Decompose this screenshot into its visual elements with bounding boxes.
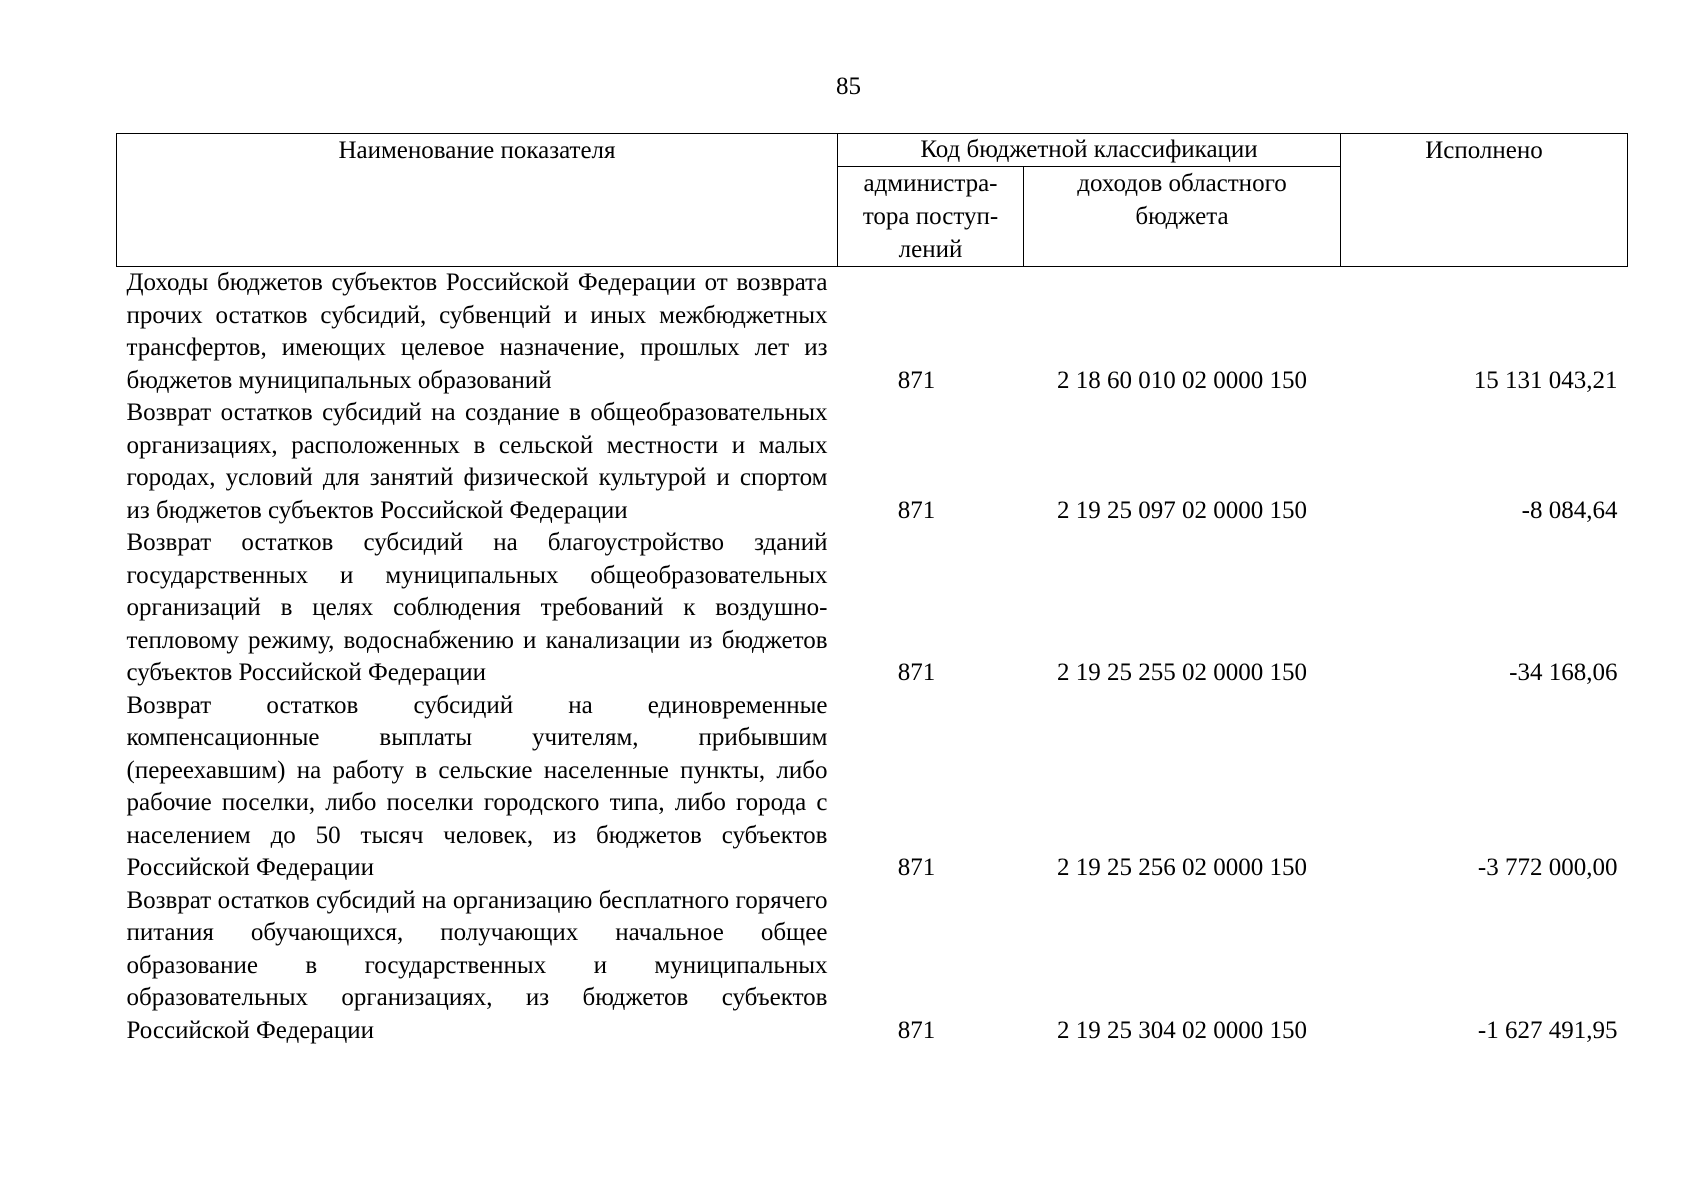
table-row [117,397,1628,527]
row-income-code: 2 19 25 097 02 0000 150 [1057,496,1307,524]
row-income-code: 2 18 60 010 02 0000 150 [1057,366,1307,394]
row-admin-code: 871 [897,496,936,524]
row-name: Возврат остатков субсидий на благоустройство зданий государственных и муниципальных общеобразовательных организаций в целях соблюдения требований к воздушно-тепловому режиму, водоснабжению и канализации из бюджетов субъектов Российской Федерации [126,529,828,686]
row-executed: -34 168,06 [1509,659,1618,686]
row-income-code: 2 19 25 304 02 0000 150 [1057,1016,1307,1044]
row-admin-code: 871 [897,659,936,686]
header-code-group: Код бюджетной классификации [838,134,1341,167]
page-number: 85 [836,73,861,100]
header-name: Наименование показателя [117,134,838,267]
table-row [117,690,1628,885]
row-executed: 15 131 043,21 [1473,366,1618,394]
row-executed: -3 772 000,00 [1477,854,1618,881]
row-name: Доходы бюджетов субъектов Российской Федерации от возврата прочих остатков субсидий, субвенций и иных межбюджетных трансфертов, имеющих целевое назначение, прошлых лет из бюджетов муниципальных образований [126,269,828,394]
table-row [117,885,1628,1048]
row-name: Возврат остатков субсидий на единовременные компенсационные выплаты учителям, прибывшим (переехавшим) на работу в сельские населенные пункты, либо рабочие поселки, либо поселки городского типа, либо города с населением до 50 тысяч человек, из бюджетов субъектов Российской Федерации [126,691,828,881]
header-income-code: доходов областного бюджета [1024,167,1341,267]
row-income-code: 2 19 25 256 02 0000 150 [1057,854,1307,881]
table-header [117,134,1628,267]
table-row [117,527,1628,690]
row-executed: -8 084,64 [1521,496,1618,524]
header-executed: Исполнено [1341,134,1628,267]
row-admin-code: 871 [897,854,936,881]
row-admin-code: 871 [897,1016,936,1044]
row-admin-code: 871 [897,366,936,394]
row-name: Возврат остатков субсидий на организацию бесплатного горячего питания обучающихся, получающих начальное общее образование в государственных и муниципальных образовательных организациях, из бюджетов субъектов Российской Федерации [126,886,828,1044]
header-admin: администра-тора поступ-лений [838,167,1024,267]
row-name: Возврат остатков субсидий на создание в общеобразовательных организациях, расположенных в сельской местности и малых городах, условий для занятий физической культурой и спортом из бюджетов субъектов Российской Федерации [126,399,828,524]
row-income-code: 2 19 25 255 02 0000 150 [1057,659,1307,686]
table-body [117,267,1628,1048]
table-row [117,267,1628,398]
budget-table [116,133,1628,1047]
row-executed: -1 627 491,95 [1477,1016,1618,1044]
